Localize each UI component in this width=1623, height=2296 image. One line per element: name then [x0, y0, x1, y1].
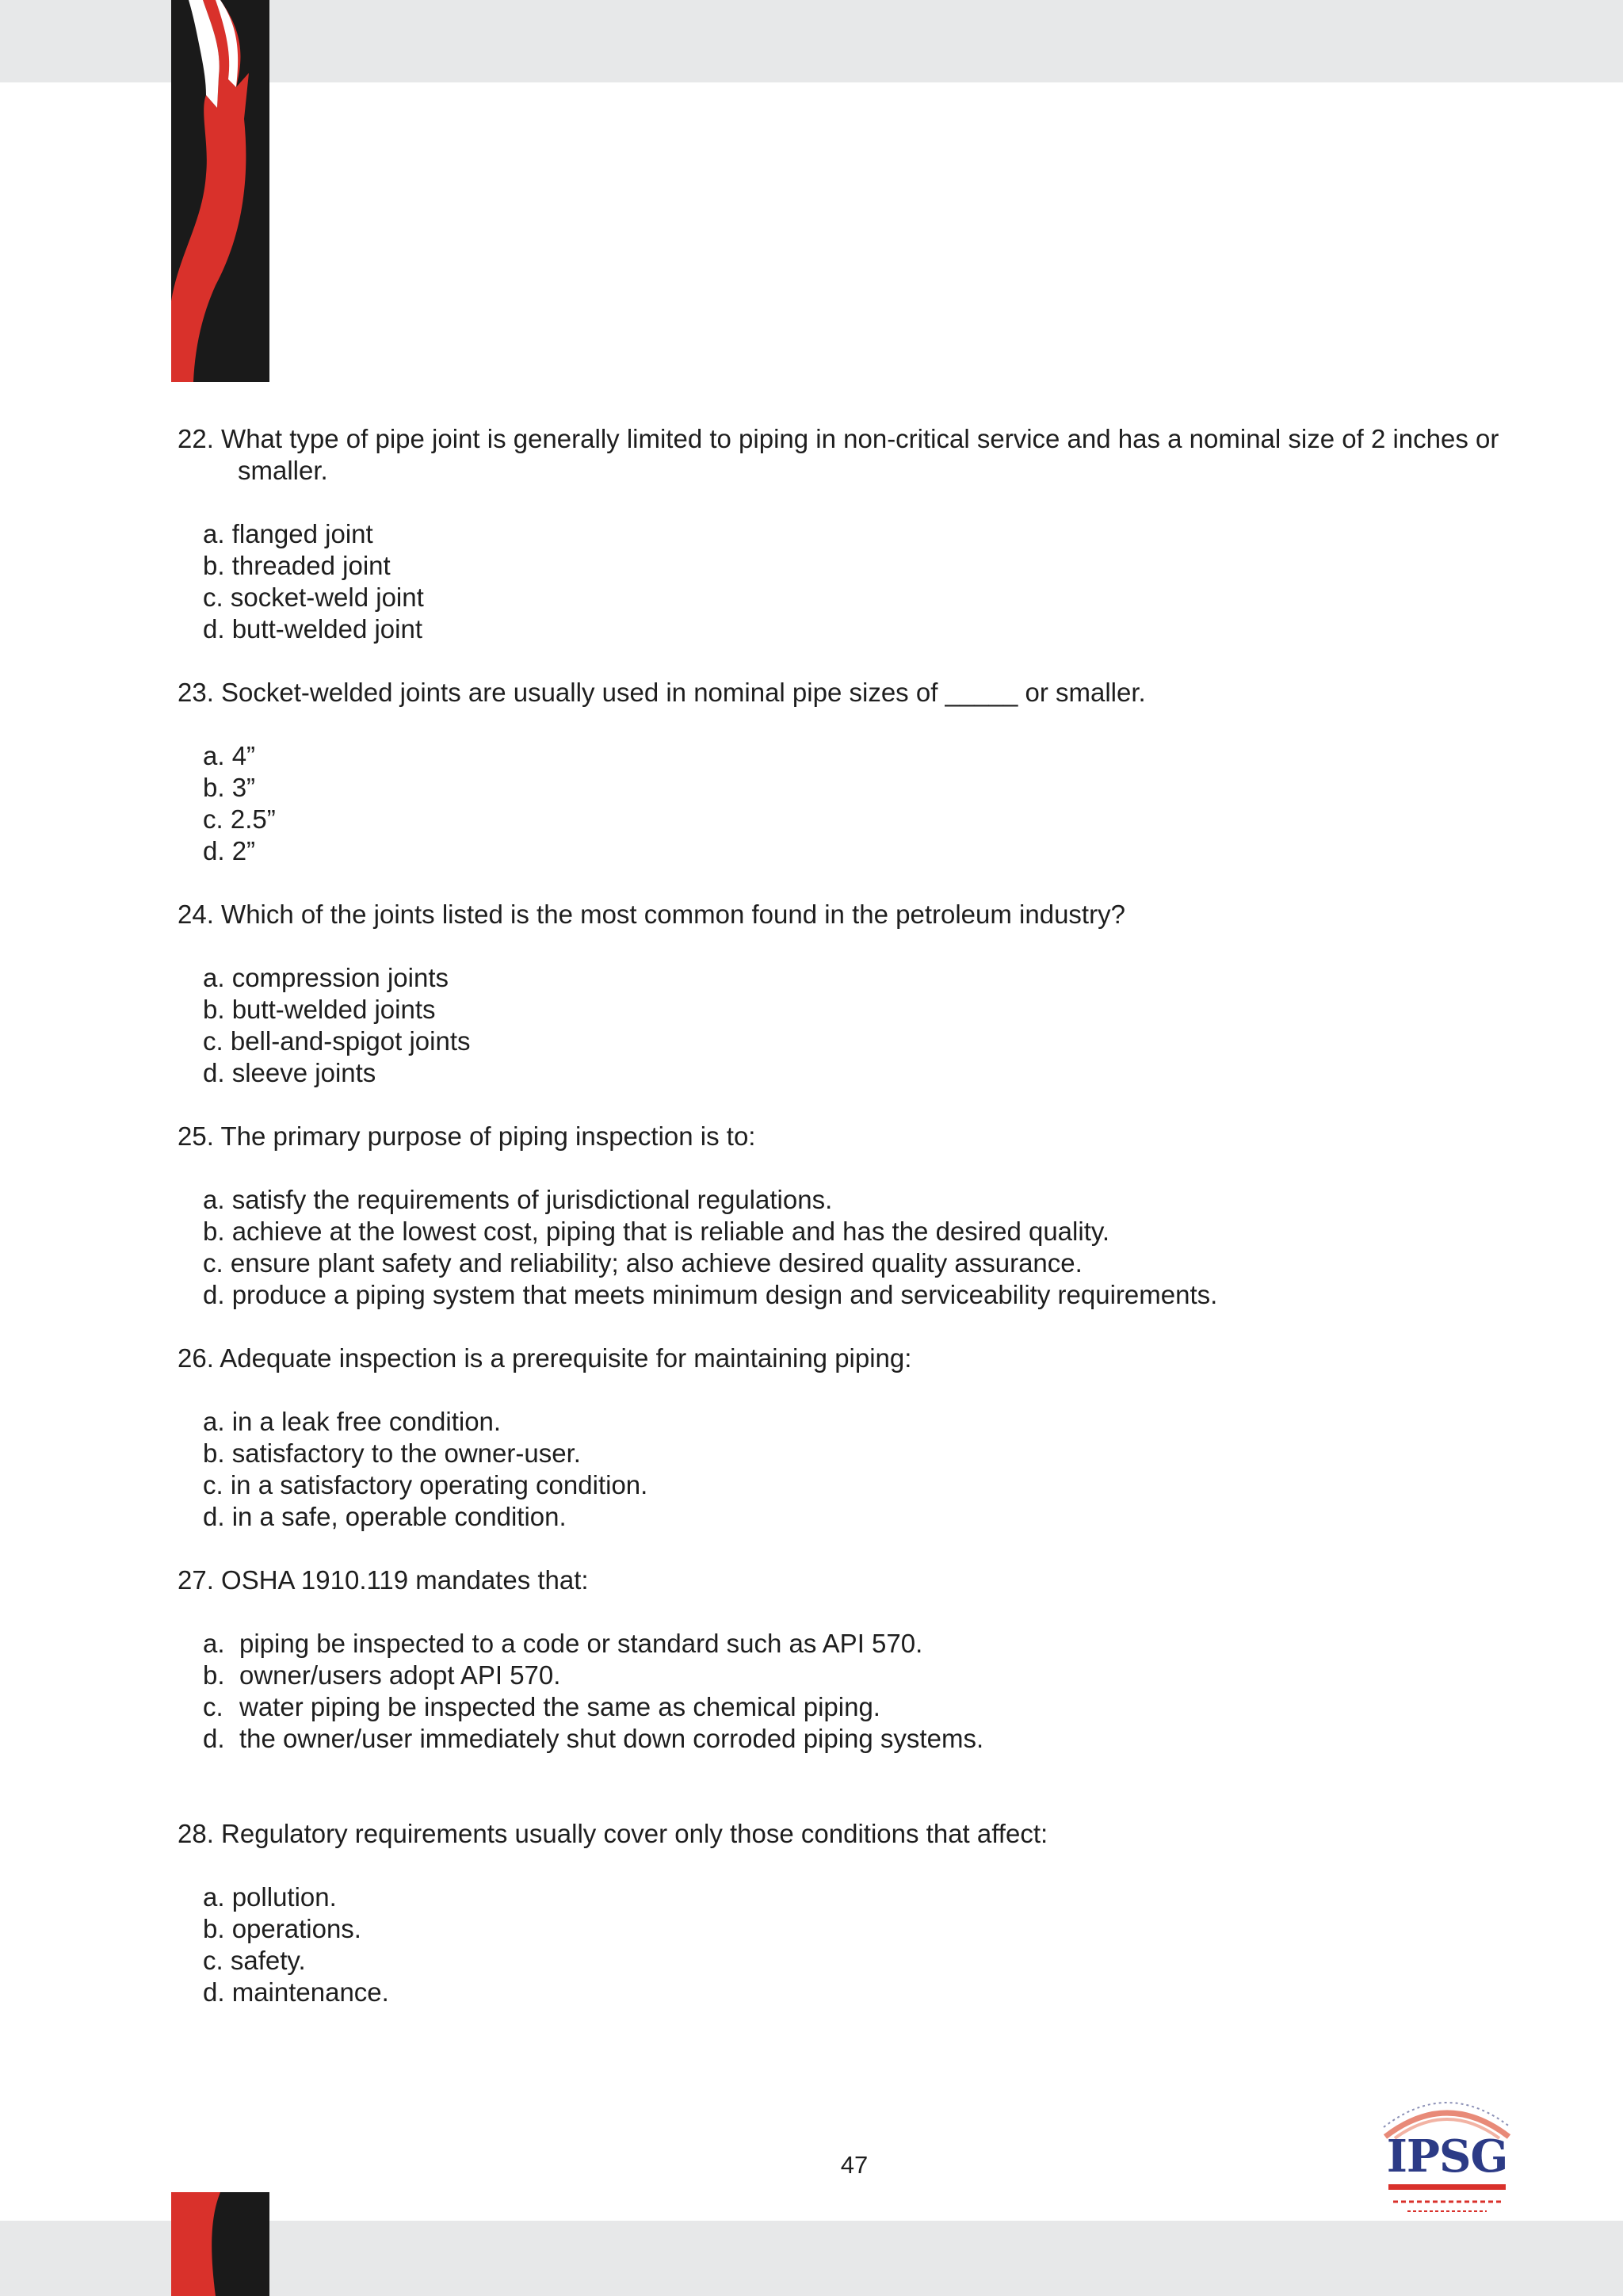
option-letter: a. [203, 1185, 225, 1214]
question-text: 25. The primary purpose of piping inspection is to: [178, 1121, 756, 1151]
question-text: 28. Regulatory requirements usually cover only those conditions that affect: [178, 1819, 1048, 1848]
answer-option-c [203, 582, 1541, 613]
answer-option-a [203, 1628, 1541, 1660]
flame-ribbon-bottom-icon [171, 2192, 269, 2296]
answer-option-a [203, 962, 1541, 994]
option-text: in a satisfactory operating condition. [230, 1470, 648, 1499]
option-text: 2” [231, 836, 256, 865]
ipsg-logo [1368, 2092, 1526, 2219]
option-letter: d. [203, 614, 225, 644]
option-letter: d. [203, 1724, 225, 1753]
option-text: produce a piping system that meets minimum design and serviceability requirements. [231, 1280, 1218, 1309]
answer-option-d [203, 1977, 1541, 2008]
option-text: water piping be inspected the same as chemical piping. [239, 1692, 880, 1721]
option-text: operations. [231, 1914, 361, 1943]
option-letter: b. [203, 1914, 225, 1943]
option-letter: c. [203, 804, 223, 834]
option-letter: b. [203, 995, 225, 1024]
answer-option-c [203, 1469, 1541, 1501]
option-text: bell-and-spigot joints [230, 1026, 471, 1056]
option-text: satisfactory to the owner-user. [231, 1438, 581, 1468]
answer-option-b [203, 550, 1541, 582]
answer-option-b [203, 1913, 1541, 1945]
option-letter: d. [203, 1058, 225, 1087]
option-text: owner/users adopt API 570. [239, 1660, 561, 1690]
option-text: ensure plant safety and reliability; also achieve desired quality assurance. [230, 1248, 1083, 1278]
answer-option-c [203, 1945, 1541, 1977]
answer-option-b [203, 772, 1541, 804]
question-text: 24. Which of the joints listed is the most common found in the petroleum industry? [178, 900, 1125, 929]
answer-option-c [203, 1026, 1541, 1057]
answer-option-c [203, 804, 1541, 835]
answer-option-d [203, 1723, 1541, 1755]
answer-options [178, 1628, 1541, 1755]
option-text: sleeve joints [231, 1058, 376, 1087]
question-22 [178, 423, 1541, 645]
question-list [178, 423, 1541, 2040]
option-text: safety. [230, 1946, 306, 1975]
answer-option-a [203, 1406, 1541, 1438]
option-text: pollution. [231, 1882, 337, 1912]
question-27 [178, 1564, 1541, 1755]
answer-option-a [203, 518, 1541, 550]
answer-option-a [203, 740, 1541, 772]
answer-option-d [203, 613, 1541, 645]
option-letter: a. [203, 1407, 225, 1436]
flame-ribbon-top-icon [171, 0, 269, 382]
question-25 [178, 1121, 1541, 1311]
answer-options [178, 962, 1541, 1089]
answer-option-d [203, 1501, 1541, 1533]
question-text: 22. What type of pipe joint is generally limited to piping in non-critical service and has a nominal size of 2 inches or smaller. [178, 424, 1499, 485]
option-text: compression joints [231, 963, 449, 992]
answer-options [178, 1406, 1541, 1533]
option-text: satisfy the requirements of jurisdictional regulations. [231, 1185, 833, 1214]
option-text: threaded joint [231, 551, 391, 580]
question-26 [178, 1343, 1541, 1533]
option-letter: a. [203, 741, 225, 770]
answer-option-b [203, 1438, 1541, 1469]
option-letter: d. [203, 836, 225, 865]
option-letter: a. [203, 1629, 225, 1658]
option-letter: c. [203, 1692, 223, 1721]
option-text: maintenance. [231, 1977, 389, 2007]
answer-option-d [203, 1279, 1541, 1311]
logo-text: IPSG [1386, 2130, 1508, 2183]
option-letter: d. [203, 1977, 225, 2007]
answer-option-a [203, 1881, 1541, 1913]
option-letter: c. [203, 1026, 223, 1056]
option-letter: d. [203, 1280, 225, 1309]
option-letter: b. [203, 551, 225, 580]
option-letter: b. [203, 1438, 225, 1468]
question-text: 27. OSHA 1910.119 mandates that: [178, 1565, 589, 1595]
question-28 [178, 1818, 1541, 2008]
question-text: 23. Socket-welded joints are usually used in nominal pipe sizes of _____ or smaller. [178, 678, 1146, 707]
option-letter: c. [203, 1946, 223, 1975]
option-letter: a. [203, 963, 225, 992]
answer-option-b [203, 1660, 1541, 1691]
answer-option-d [203, 835, 1541, 867]
option-text: socket-weld joint [230, 583, 424, 612]
answer-option-d [203, 1057, 1541, 1089]
option-letter: a. [203, 519, 225, 548]
option-text: butt-welded joint [231, 614, 423, 644]
option-text: achieve at the lowest cost, piping that is reliable and has the desired quality. [231, 1217, 1110, 1246]
answer-options [178, 1881, 1541, 2008]
option-letter: c. [203, 1248, 223, 1278]
option-letter: a. [203, 1882, 225, 1912]
answer-options [178, 1184, 1541, 1311]
option-text: butt-welded joints [231, 995, 436, 1024]
answer-option-a [203, 1184, 1541, 1216]
answer-option-c [203, 1247, 1541, 1279]
question-text: 26. Adequate inspection is a prerequisite for maintaining piping: [178, 1343, 912, 1373]
answer-options [178, 518, 1541, 645]
option-text: in a safe, operable condition. [231, 1502, 567, 1531]
answer-option-b [203, 1216, 1541, 1247]
option-text: 2.5” [230, 804, 276, 834]
page-number: 47 [840, 2151, 869, 2179]
option-text: in a leak free condition. [231, 1407, 502, 1436]
option-text: flanged joint [231, 519, 373, 548]
answer-option-b [203, 994, 1541, 1026]
option-letter: b. [203, 1660, 225, 1690]
option-letter: d. [203, 1502, 225, 1531]
option-letter: c. [203, 583, 223, 612]
option-text: 3” [231, 773, 256, 802]
answer-options [178, 740, 1541, 867]
option-letter: b. [203, 1217, 225, 1246]
answer-option-c [203, 1691, 1541, 1723]
option-letter: b. [203, 773, 225, 802]
option-letter: c. [203, 1470, 223, 1499]
question-24 [178, 899, 1541, 1089]
option-text: 4” [231, 741, 256, 770]
option-text: piping be inspected to a code or standard such as API 570. [239, 1629, 923, 1658]
question-23 [178, 677, 1541, 867]
option-text: the owner/user immediately shut down corroded piping systems. [239, 1724, 984, 1753]
